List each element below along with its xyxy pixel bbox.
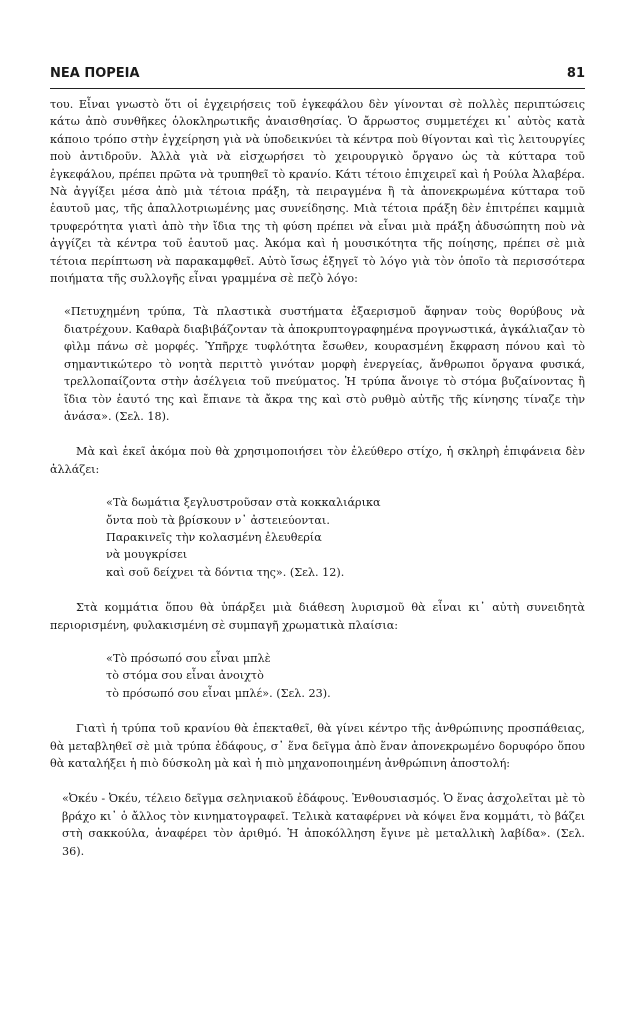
verse-line: νὰ μουγκρίσει — [106, 548, 188, 562]
paragraph-skull-hole: Γιατὶ ἡ τρύπα τοῦ κρανίου θὰ ἐπεκταθεῖ, θὰ γίνει κέντρο τῆς ἀνθρώπινης προσπάθειας, θὰ μεταβληθεῖ σὲ μιὰ τρύπα ἐδάφους, σ᾿ ἕνα δεῖγμα ἀπὸ ἕναν ἀπονεκρωμένο δορυφόρο ὅπου θὰ καταλήξει ἡ πιὸ δύσκολη μὰ καὶ ἡ πιὸ μηχανοποιημένη ἀνθρώπινη ἀποστολή: — [50, 722, 585, 770]
article-body — [50, 96, 585, 860]
verse-line: τὸ στόμα σου εἶναι ἀνοιχτὸ — [106, 669, 264, 683]
verse-line: Παρακινεῖς τὴν κολασμένη ἐλευθερία — [106, 530, 322, 544]
verse-line: ὄντα ποὺ τὰ βρίσκουν ν᾿ ἀστειεύονται. — [106, 513, 330, 527]
journal-title: ΝΕΑ ΠΟΡΕΙΑ — [50, 66, 140, 81]
paragraph-lyricism: Στὰ κομμάτια ὅπου θὰ ὑπάρξει μιὰ διάθεση λυρισμοῦ θὰ εἶναι κι᾿ αὐτὴ συνειδητὰ περιορισμένη, φυλακισμένη σὲ συμπαγῆ χρωματικὰ πλαίσια: — [50, 601, 585, 632]
quote-block-2 — [106, 494, 585, 581]
verse-line: «Τὰ δωμάτια ξεγλυστροῦσαν στὰ κοκκαλιάρικα — [106, 496, 381, 510]
quote-block-1: «Πετυχημένη τρύπα, Τὰ πλαστικὰ συστήματα ἐξαερισμοῦ ἄφηναν τοὺς θορύβους νὰ διατρέχουν. Καθαρὰ διαβιβάζονταν τὰ ἀποκρυπτογραφημένα προγνωστικά, ἀγκάλιαζαν τὸ φὶλμ πάνω σὲ μορφές. Ὑπῆρχε τυφλότητα ἔσωθεν, κουρασμένη ἔκφραση πόνου καὶ τὸ σημαντικώτερο τὸ νοητὰ περιττὸ γινόταν μορφὴ ἐνεργείας, ἄνθρωποι ὄργανα φυσικά, τρελλοπαίζοντα στὴν ἀσέλγεια τοῦ πνεύματος. Ἡ τρύπα ἄνοιγε τὸ στόμα βυζαίνοντας ἢ ἴδια τὸν ἑαυτό της καὶ ἔπιανε τὰ ἄκρα της καὶ στὸ ρυθμὸ αὐτῆς τῆς κίνησης τίναζε τὴν ἀνάσα». (Σελ. 18). — [64, 305, 585, 423]
paragraph-intro: του. Εἶναι γνωστὸ ὅτι οἱ ἐγχειρήσεις τοῦ ἐγκεφάλου δὲν γίνονται σὲ πολλὲς περιπτώσεις κάτω ἀπὸ συνθῆκες ὁλοκληρωτικῆς ἀναισθησίας. Ὁ ἄρρωστος συμμετέχει κι᾿ αὐτὸς κατὰ κάποιο τρόπο στὴν ἐγχείρηση γιὰ νὰ ὑποδεικνύει τὰ κέντρα ποὺ θίγονται καὶ τὶς λειτουργίες ποὺ ἀντιδροῦν. Ἀλλὰ γιὰ νὰ εἰσχωρήσει τὸ χειρουργικὸ ὄργανο ὡς τὰ κύτταρα τοῦ ἐγκεφάλου, πρέπει πρῶτα νὰ τρυπηθεῖ τὸ κρανίο. Κάτι τέτοιο ἐπιχειρεῖ καὶ ἡ Ρούλα Ἀλαβέρα. Νὰ ἀγγίξει μέσα ἀπὸ μιὰ τέτοια πράξη, τὰ πειραγμένα ἢ τὰ ἀπονεκρωμένα κύτταρα τοῦ ἑαυτοῦ μας, τῆς ἀπαλλοτριωμένης μας συνείδησης. Μιὰ τέτοια πράξη δὲν ἐπιτρέπει καμμιὰ τρυφερότητα γιατὶ ἀπὸ τὴν ἴδια της τὴ φύση πρέπει νὰ εἶναι μιὰ πράξη ἀδυσώπητη ποὺ νὰ ἀγγίζει τὰ κέντρα τοῦ ἑαυτοῦ μας. Ἀκόμα καὶ ἡ μουσικότητα τῆς ποίησης, πρέπει σὲ μιὰ τέτοια περίπτωση νὰ παρακαμφθεῖ. Αὐτὸ ἴσως ἐξηγεῖ τὸ λόγο γιὰ τὸν ὁποῖο τὰ περισσότερα ποιήματα τῆς συλλογῆς εἶναι γραμμένα σὲ πεζὸ λόγο: — [50, 98, 585, 286]
verse-line: «Τὸ πρόσωπό σου εἶναι μπλὲ — [106, 651, 271, 665]
verse-line: καὶ σοῦ δείχνει τὰ δόντια της». (Σελ. 12). — [106, 565, 345, 579]
verse-line: τὸ πρόσωπό σου εἶναι μπλέ». (Σελ. 23). — [106, 686, 331, 700]
page-header — [50, 64, 585, 89]
quote-block-3 — [106, 650, 585, 702]
paragraph-free-verse: Μὰ καὶ ἐκεῖ ἀκόμα ποὺ θὰ χρησιμοποιήσει τὸν ἐλεύθερο στίχο, ἡ σκληρὴ ἐπιφάνεια δὲν ἀλλάζει: — [50, 445, 585, 476]
page-number: 81 — [566, 66, 585, 81]
quote-block-4: «Ὀκέυ - Ὀκέυ, τέλειο δεῖγμα σεληνιακοῦ ἐδάφους. Ἐνθουσιασμός. Ὁ ἕνας ἀσχολεῖται μὲ τὸ βράχο κι᾿ ὁ ἄλλος τὸν κινηματογραφεῖ. Τελικὰ καταφέρνει νὰ κόψει ἕνα κομμάτι, τὸ βάζει στὴ σακκούλα, ἀναφέρει τὸν ἀριθμό. Ἡ ἀποκόλληση ἔγινε μὲ μεταλλικὴ λαβίδα». (Σελ. 36). — [62, 792, 585, 858]
